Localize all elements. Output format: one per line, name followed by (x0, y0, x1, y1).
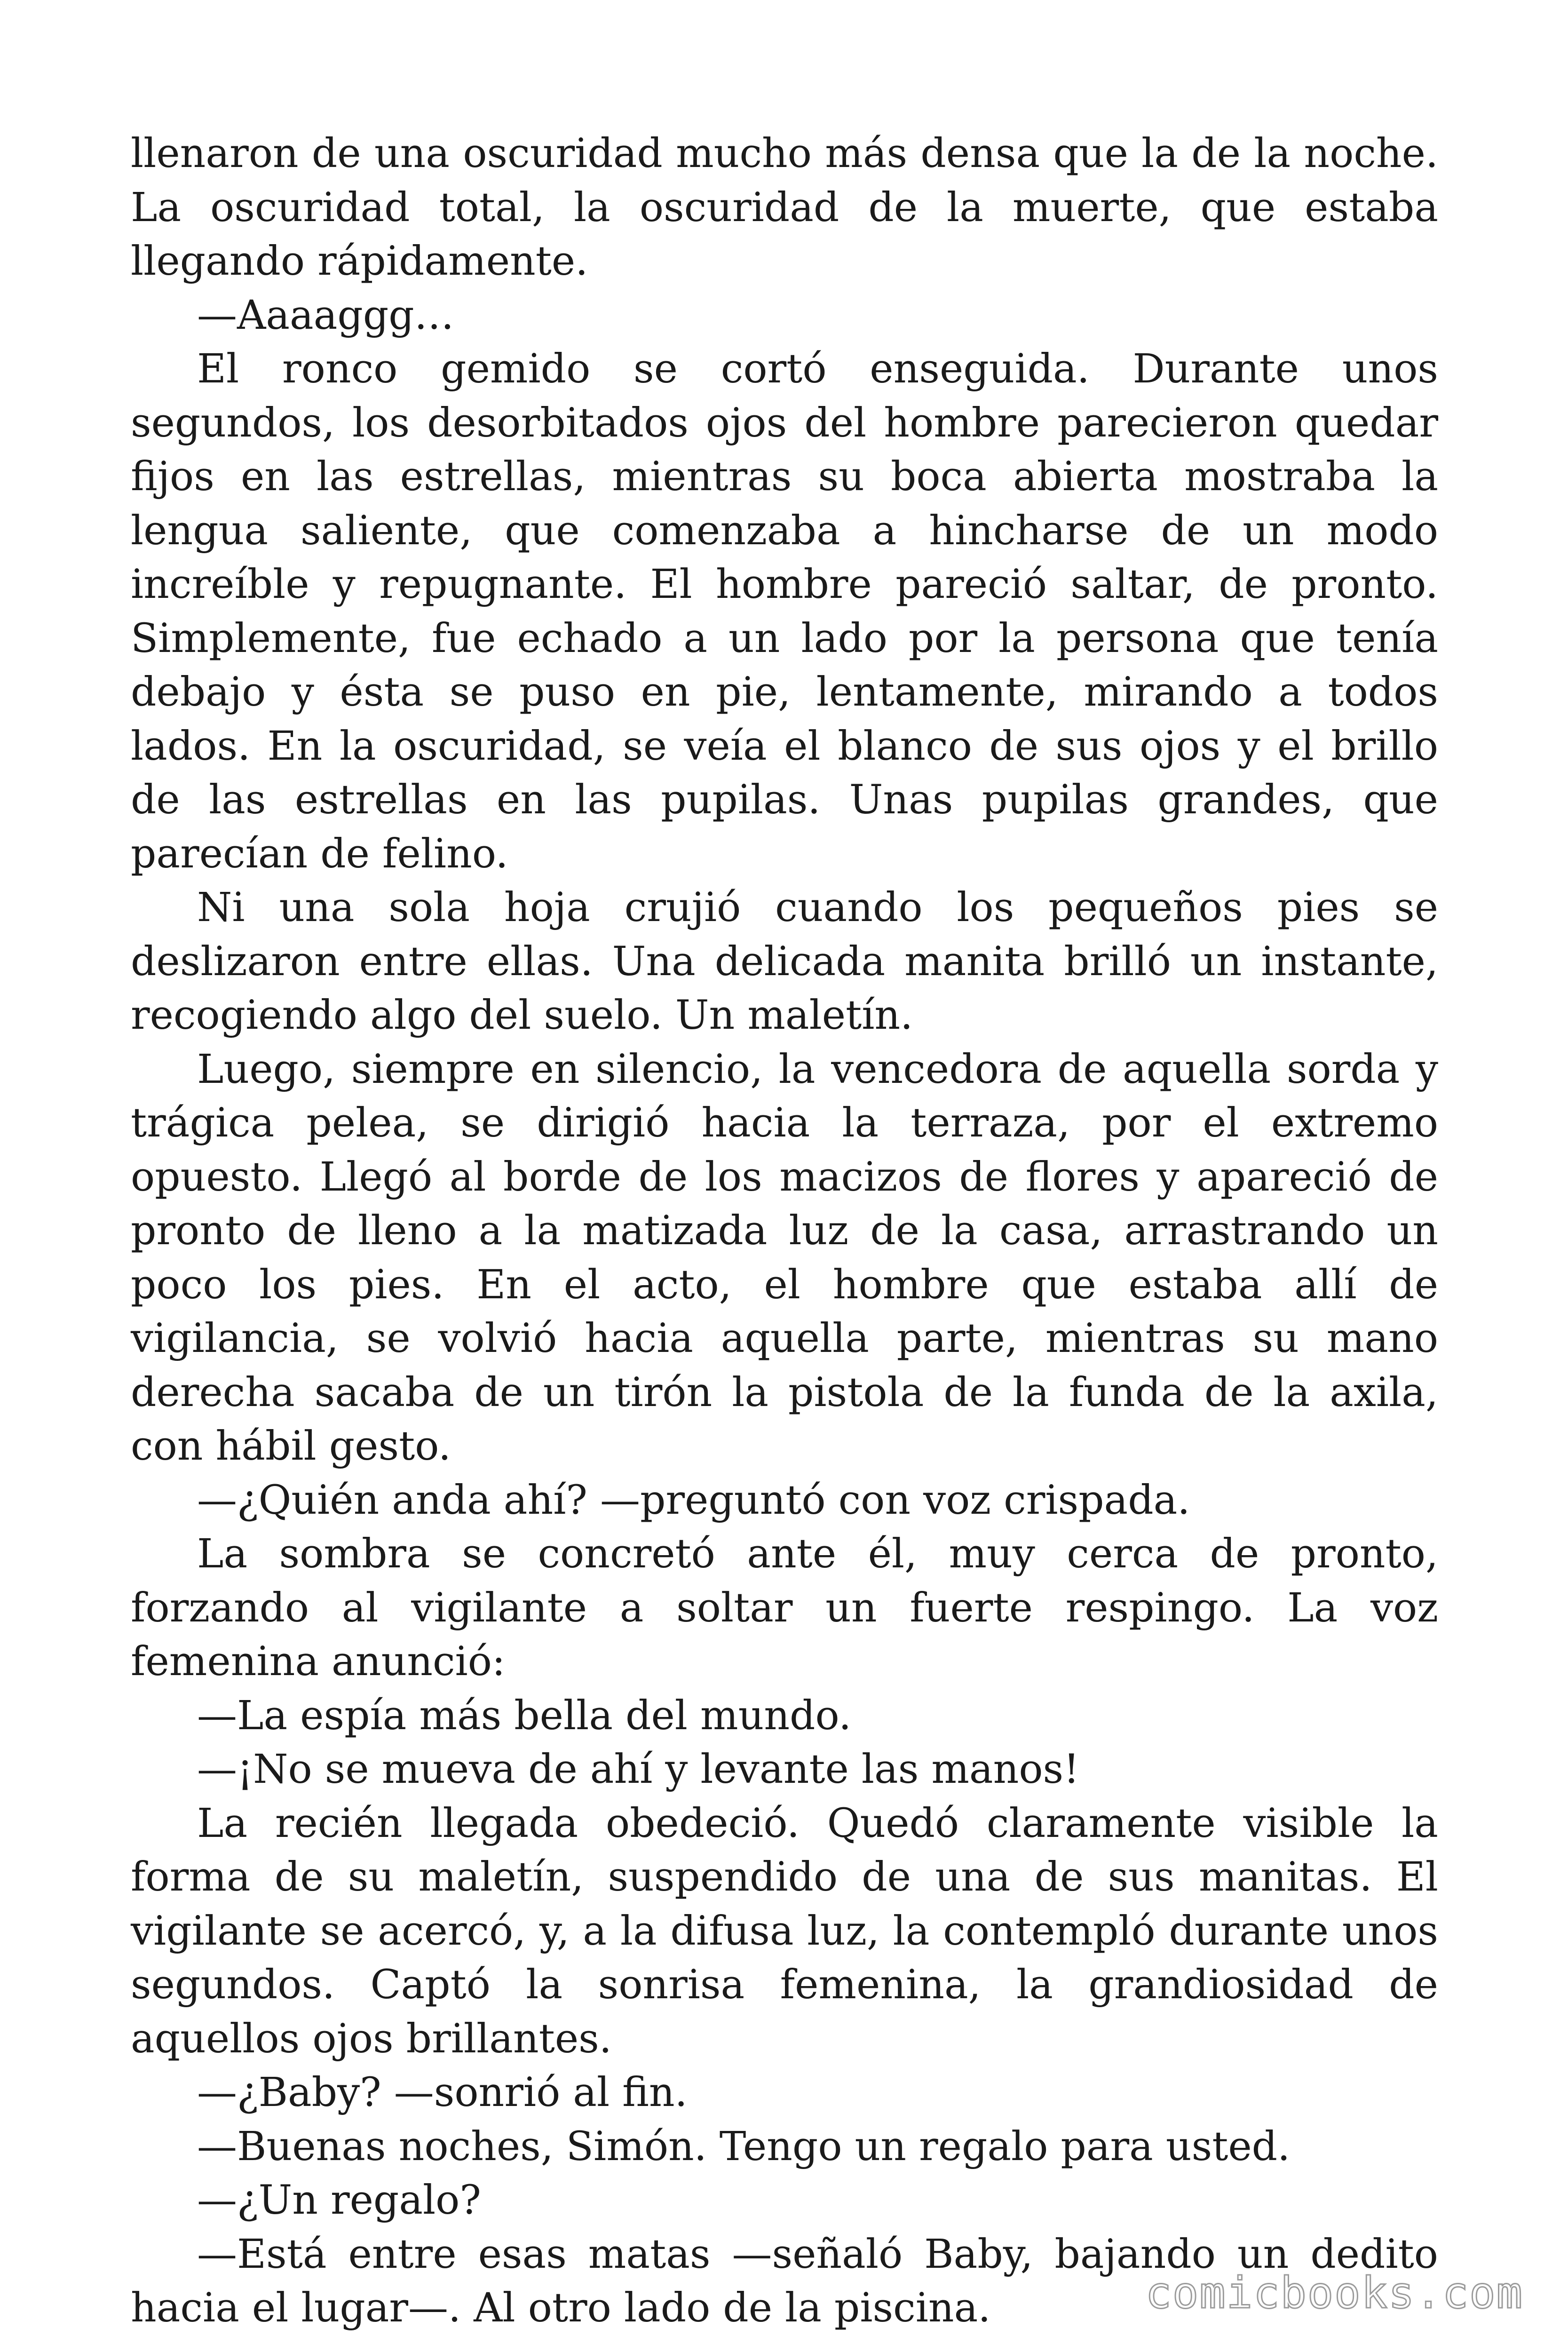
paragraph-11: —¿Baby? —sonrió al fin. (197, 2069, 688, 2116)
paragraph-12: —Buenas noches, Simón. Tengo un regalo para usted. (197, 2123, 1291, 2170)
paragraph-14: —Está entre esas matas —señaló Baby, bajando un dedito hacia el lugar—. Al otro lado de la piscina. (131, 2231, 1438, 2331)
paragraph-10: La recién llegada obedeció. Quedó claramente visible la forma de su maletín, suspendido de una de sus manitas. El vigilante se acercó, y, a la difusa luz, la contempló durante unos segundos. Captó la sonrisa femenina, la grandiosidad de aquellos ojos brillantes. (131, 1800, 1438, 2062)
paragraph-2: —Aaaaggg… (197, 292, 454, 339)
paragraph-7: La sombra se concretó ante él, muy cerca de pronto, forzando al vigilante a soltar un fuerte respingo. La voz femenina anunció: (131, 1531, 1438, 1685)
paragraph-1: llenaron de una oscuridad mucho más densa que la de la noche. La oscuridad total, la oscuridad de la muerte, que estaba llegando rápidamente. (131, 130, 1438, 285)
paragraph-6: —¿Quién anda ahí? —preguntó con voz crispada. (197, 1477, 1190, 1524)
paragraph-13: —¿Un regalo? (197, 2177, 481, 2224)
paragraph-4: Ni una sola hoja crujió cuando los pequeños pies se deslizaron entre ellas. Una delicada manita brilló un instante, recogiendo algo del suelo. Un maletín. (131, 884, 1438, 1039)
paragraph-8: —La espía más bella del mundo. (197, 1692, 852, 1739)
paragraph-5: Luego, siempre en silencio, la vencedora de aquella sorda y trágica pelea, se dirigió hacia la terraza, por el extremo opuesto. Llegó al borde de los macizos de flores y apareció de pronto de lleno a la matizada luz de la casa, arrastrando un poco los pies. En el acto, el hombre que estaba allí de vigilancia, se volvió hacia aquella parte, mientras su mano derecha sacaba de un tirón la pistola de la funda de la axila, con hábil gesto. (131, 1046, 1438, 1470)
page-text (131, 127, 1438, 2336)
paragraph-9: —¡No se mueva de ahí y levante las manos! (197, 1746, 1080, 1793)
paragraph-3: El ronco gemido se cortó enseguida. Durante unos segundos, los desorbitados ojos del hombre parecieron quedar fijos en las estrellas, mientras su boca abierta mostraba la lengua saliente, que comenzaba a hincharse de un modo increíble y repugnante. El hombre pareció saltar, de pronto. Simplemente, fue echado a un lado por la persona que tenía debajo y ésta se puso en pie, lentamente, mirando a todos lados. En la oscuridad, se veía el blanco de sus ojos y el brillo de las estrellas en las pupilas. Unas pupilas grandes, que parecían de felino. (131, 346, 1438, 877)
watermark: comicbooks.com (1145, 2268, 1523, 2318)
